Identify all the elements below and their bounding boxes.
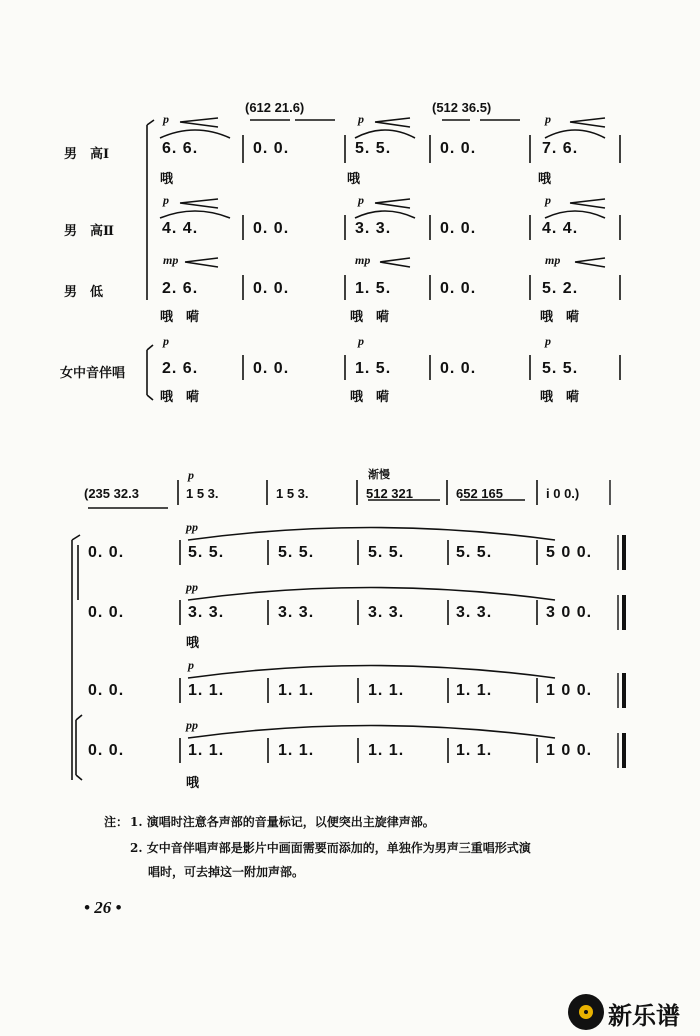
measure: 0. 0. [88,544,125,561]
measure: 1. 1. [188,682,225,699]
melody-measure: 652 165 [456,486,503,501]
lyric: 哦 嗬 [540,310,580,325]
measure: 1 0 0. [546,742,593,759]
dynamic-mark: p [163,112,169,126]
lyric: 哦 [186,776,200,791]
measure: 0. 0. [440,140,477,157]
measure: 3. 3. [355,220,392,237]
measure: 0. 0. [440,220,477,237]
measure: 1. 1. [368,742,405,759]
watermark-text: 新乐谱 [608,1002,680,1030]
dynamic-mark: p [163,193,169,207]
measure: 1. 1. [188,742,225,759]
note-2: 2. 女中音伴唱声部是影片中画面需要而添加的，单独作为男声三重唱形式演 [130,841,531,855]
measure: 1 0 0. [546,682,593,699]
measure: 6. 6. [162,140,199,157]
dynamic-mark: mp [545,253,561,267]
note-1: 1. 演唱时注意各声部的音量标记，以便突出主旋律声部。 [130,815,435,829]
dynamic-mark: p [358,112,364,126]
lyric: 哦 嗬 [540,390,580,405]
dynamic-mark: mp [163,253,179,267]
dynamic-mark: p [545,193,551,207]
melody-measure: i 0 0.) [546,486,580,501]
measure: 3. 3. [188,604,225,621]
measure: 5. 5. [456,544,493,561]
dynamic-mark: p [188,658,194,672]
lyric: 哦 嗬 [160,310,200,325]
melody-measure: 1 5 3. [186,486,219,501]
measure: 0. 0. [253,220,290,237]
dynamic-mark: p [358,334,364,348]
dynamic-mark: pp [186,520,198,534]
measure: 3. 3. [278,604,315,621]
measure: 1. 1. [368,682,405,699]
measure: 0. 0. [440,280,477,297]
lyric: 哦 嗬 [350,390,390,405]
vinyl-record-icon [568,994,604,1030]
measure: 5. 5. [188,544,225,561]
notes-prefix: 注： [104,815,129,829]
lyric: 哦 [347,172,361,187]
measure: 0. 0. [253,140,290,157]
measure: 0. 0. [440,360,477,377]
measure: 1. 1. [278,682,315,699]
measure: 1. 1. [278,742,315,759]
page-number: • 26 • [84,898,122,917]
measure: 2. 6. [162,280,199,297]
lyric: 哦 [186,636,200,651]
melody-measure: (235 32.3 [84,486,139,501]
intro-phrase-2: (512 36.5) [432,100,492,115]
measure: 3. 3. [368,604,405,621]
measure: 5 0 0. [546,544,593,561]
measure: 2. 6. [162,360,199,377]
measure: 1. 5. [355,280,392,297]
measure: 0. 0. [88,604,125,621]
melody-measure: 1 5 3. [276,486,309,501]
lyric: 哦 嗬 [350,310,390,325]
measure: 5. 5. [368,544,405,561]
measure: 7. 6. [542,140,579,157]
measure: 5. 5. [542,360,579,377]
measure: 0. 0. [253,280,290,297]
measure: 3 0 0. [546,604,593,621]
measure: 5. 5. [355,140,392,157]
female-brace [147,345,153,400]
measure: 0. 0. [253,360,290,377]
part-label-male-high-1: 男 高Ⅰ [64,147,110,162]
measure: 1. 5. [355,360,392,377]
dynamic-mark: mp [355,253,371,267]
measure: 0. 0. [88,742,125,759]
measure: 1. 1. [456,742,493,759]
dynamic-mark: p [545,334,551,348]
lyric: 哦 嗬 [160,390,200,405]
dynamic-mark: pp [186,580,198,594]
measure: 4. 4. [162,220,199,237]
part-label-female-mid: 女中音伴唱 [60,366,126,381]
measure: 5. 2. [542,280,579,297]
measure: 4. 4. [542,220,579,237]
measure: 3. 3. [456,604,493,621]
part-label-male-low: 男 低 [64,285,104,300]
measure: 1. 1. [456,682,493,699]
dynamic-mark: p [358,193,364,207]
part-label-male-high-2: 男 高Ⅱ [64,224,114,239]
lyric: 哦 [160,172,174,187]
dynamic-mark: p [163,334,169,348]
note-2-cont: 唱时，可去掉这一附加声部。 [148,865,305,879]
lyric: 哦 [538,172,552,187]
measure: 5. 5. [278,544,315,561]
measure: 0. 0. [88,682,125,699]
system1-brace [147,120,154,300]
dynamic-mark: pp [186,718,198,732]
dynamic-mark: p [545,112,551,126]
intro-phrase-1: (612 21.6) [245,100,305,115]
tempo-mark: 渐慢 [368,468,390,481]
dynamic-mark: p [188,468,194,482]
melody-measure: 512 321 [366,486,413,501]
